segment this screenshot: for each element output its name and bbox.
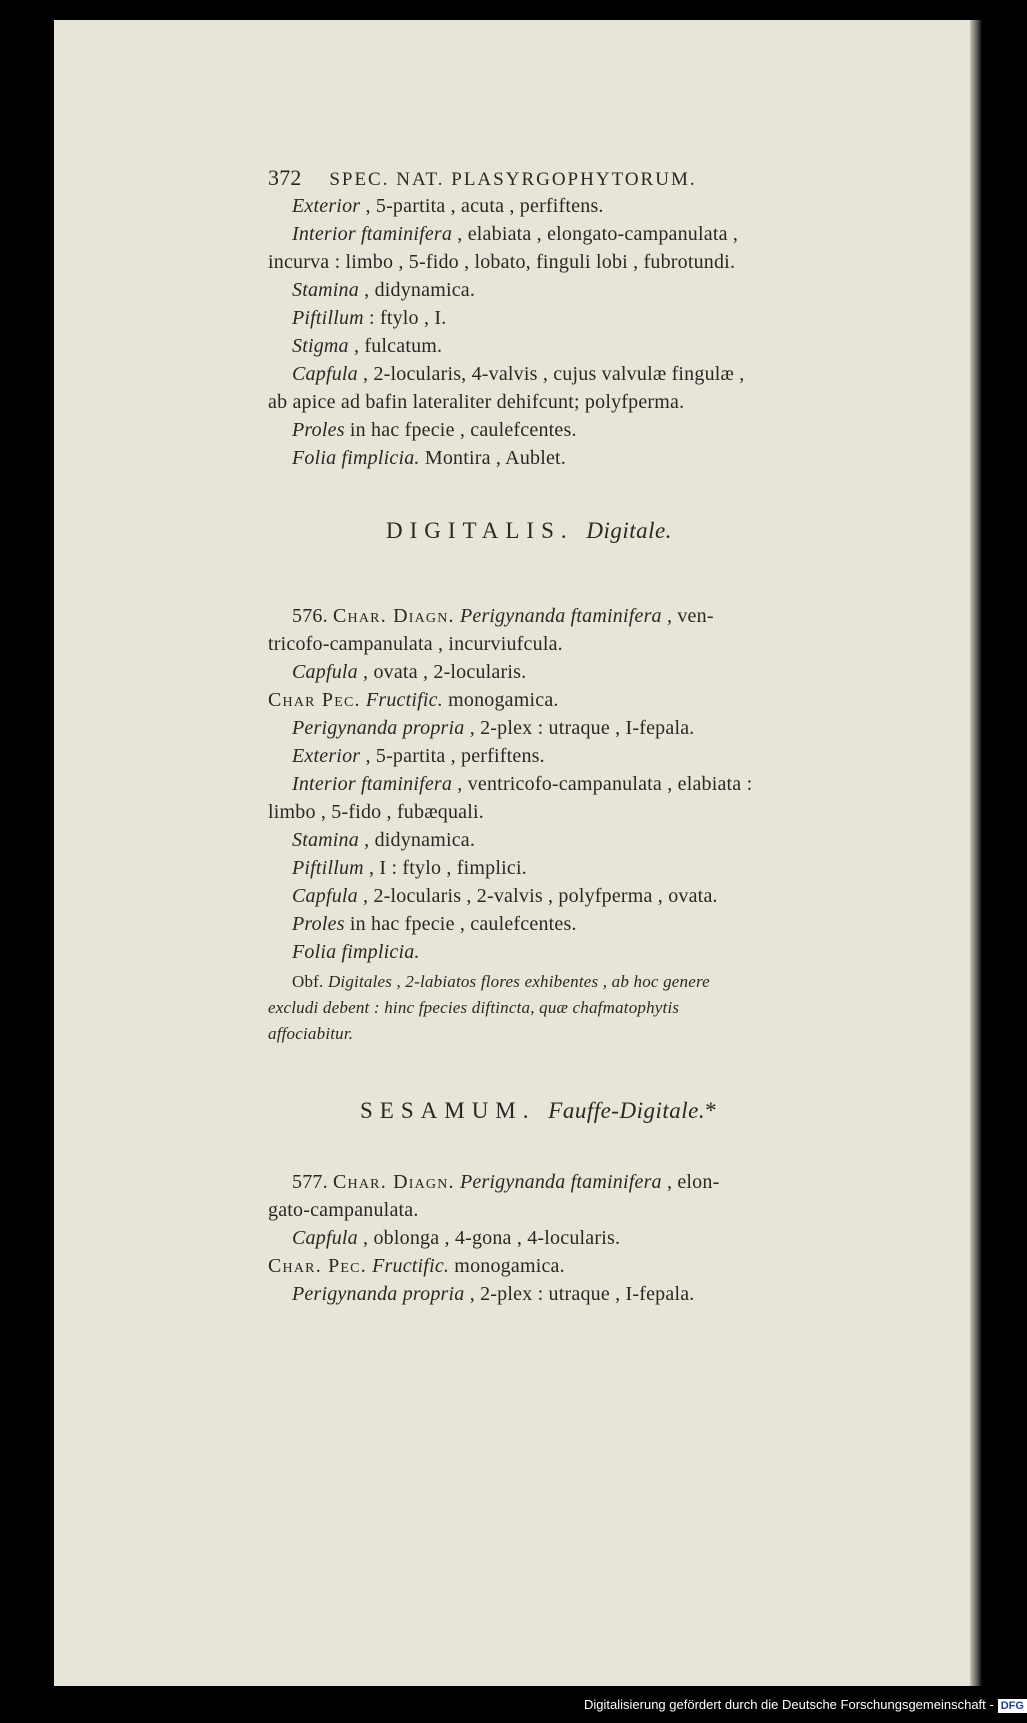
text-line: Char. Pec. Fructific. monogamica.: [268, 1255, 565, 1277]
text-line: Proles in hac fpecie , caulefcentes.: [292, 913, 577, 935]
digitization-credit: [584, 1693, 1024, 1717]
text-line: Perigynanda propria , 2-plex : utraque , I-fepala.: [292, 1283, 695, 1305]
text-line: tricofo-campanulata , incurviufcula.: [268, 633, 563, 655]
text-line: Exterior , 5-partita , perfiftens.: [292, 745, 545, 767]
genus-heading-digitalis: DIGITALIS. Digitale.: [386, 518, 672, 543]
text-line: Capfula , 2-locularis , 2-valvis , polyfperma , ovata.: [292, 885, 718, 907]
text-line: Perigynanda propria , 2-plex : utraque , I-fepala.: [292, 717, 695, 739]
text-line: Char Pec. Fructific. monogamica.: [268, 689, 559, 711]
text-line: Capfula , ovata , 2-locularis.: [292, 661, 527, 683]
text-line: Stigma , fulcatum.: [292, 335, 443, 357]
genus-heading-sesamum: SESAMUM. Fauffe-Digitale.*: [360, 1098, 724, 1123]
text-line: incurva : limbo , 5-fido , lobato, finguli lobi , fubrotundi.: [268, 251, 736, 273]
text-line: Exterior , 5-partita , acuta , perfiftens.: [292, 195, 604, 217]
text-line: Interior ftaminifera , elabiata , elongato-campanulata ,: [292, 223, 739, 245]
page-edge: [970, 20, 982, 1686]
text-line: Capfula , 2-locularis, 4-valvis , cujus valvulæ fingulæ ,: [292, 363, 745, 385]
text-line: Capfula , oblonga , 4-gona , 4-locularis.: [292, 1227, 621, 1249]
observation-line: excludi debent : hinc fpecies diftincta, quæ chafmatophytis: [268, 998, 680, 1017]
dfg-logo: DFG: [998, 1699, 1027, 1713]
text-line: Proles in hac fpecie , caulefcentes.: [292, 419, 577, 441]
text-line: Piftillum : ftylo , I.: [292, 307, 447, 329]
running-title: SPEC. NAT. PLASYRGOPHYTORUM.: [329, 169, 697, 190]
text-line: Stamina , didynamica.: [292, 279, 476, 301]
text-line: limbo , 5-fido , fubæquali.: [268, 801, 484, 823]
text-line: Interior ftaminifera , ventricofo-campanulata , elabiata :: [292, 773, 753, 795]
running-header: [268, 166, 697, 192]
text-line: Folia fimplicia. Montira , Aublet.: [292, 447, 567, 469]
text-line: Piftillum , I : ftylo , fimplici.: [292, 857, 527, 879]
observation-line: affociabitur.: [268, 1024, 354, 1043]
text-line: gato-campanulata.: [268, 1199, 419, 1221]
credit-text: Digitalisierung gefördert durch die Deutsche Forschungsgemeinschaft -: [584, 1697, 994, 1712]
text-line: ab apice ad bafin lateraliter dehifcunt; polyfperma.: [268, 391, 685, 413]
observation-line: Obf. Digitales , 2-labiatos flores exhibentes , ab hoc genere: [292, 972, 710, 991]
text-line: Folia fimplicia.: [292, 941, 420, 963]
text-line: 577. Char. Diagn. Perigynanda ftaminifera , elon-: [292, 1171, 720, 1193]
page-number: 372: [268, 165, 302, 190]
text-line: 576. Char. Diagn. Perigynanda ftaminifera , ven-: [292, 605, 714, 627]
text-line: Stamina , didynamica.: [292, 829, 476, 851]
